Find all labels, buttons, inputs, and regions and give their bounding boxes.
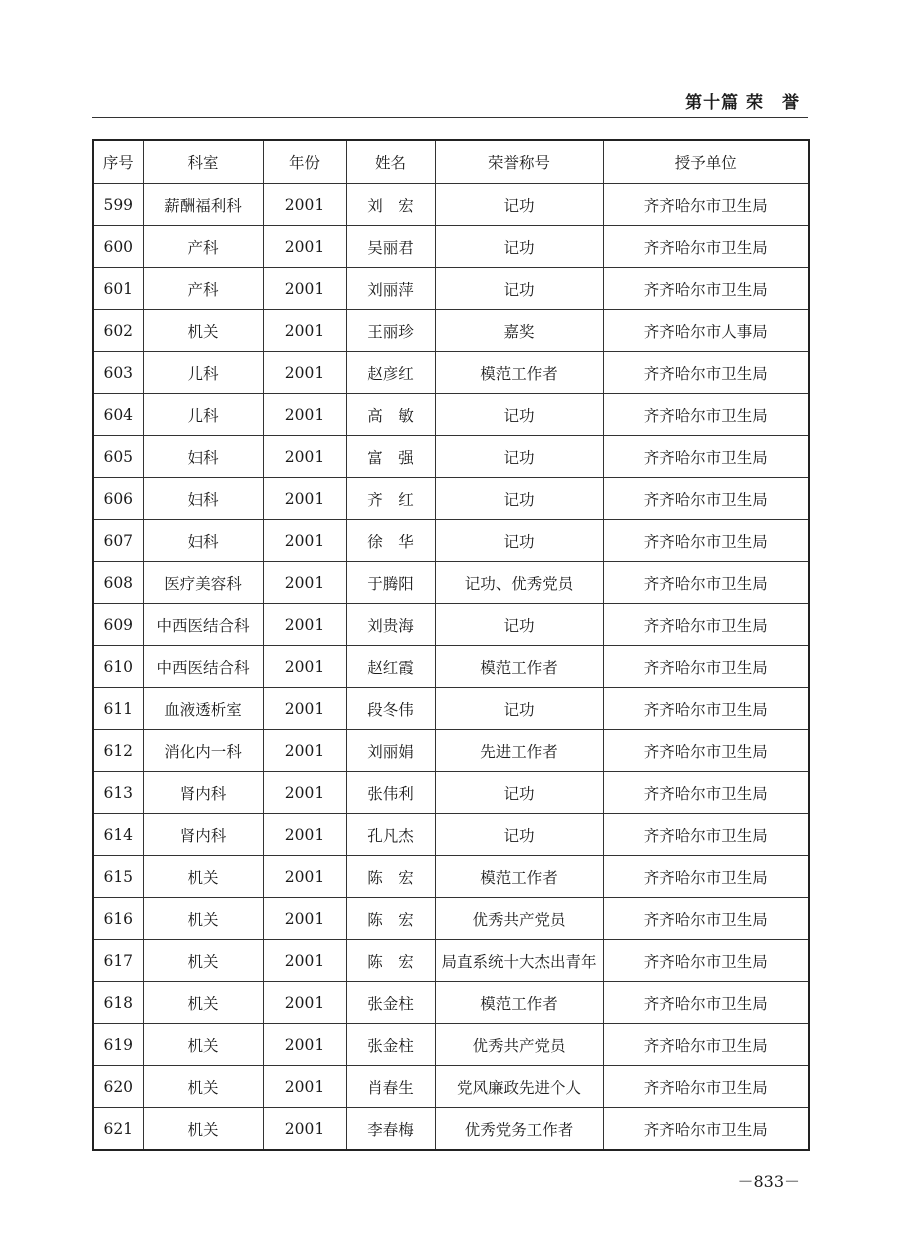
cell-name: 陈 宏: [346, 856, 435, 898]
cell-index: 615: [93, 856, 143, 898]
cell-department: 机关: [143, 898, 263, 940]
table-row: [93, 520, 809, 562]
cell-index: 620: [93, 1066, 143, 1108]
cell-honor: 记功: [435, 814, 603, 856]
table-row: [93, 730, 809, 772]
cell-year: 2001: [263, 730, 346, 772]
table-row: [93, 268, 809, 310]
cell-year: 2001: [263, 310, 346, 352]
cell-honor: 记功: [435, 688, 603, 730]
cell-name: 齐 红: [346, 478, 435, 520]
cell-year: 2001: [263, 982, 346, 1024]
cell-grantor: 齐齐哈尔市卫生局: [603, 478, 809, 520]
cell-honor: 记功: [435, 436, 603, 478]
cell-name: 徐 华: [346, 520, 435, 562]
cell-honor: 记功: [435, 268, 603, 310]
cell-index: 603: [93, 352, 143, 394]
cell-honor: 记功: [435, 394, 603, 436]
cell-name: 刘丽娟: [346, 730, 435, 772]
table-row: [93, 1108, 809, 1151]
cell-name: 陈 宏: [346, 940, 435, 982]
cell-honor: 模范工作者: [435, 352, 603, 394]
cell-name: 于腾阳: [346, 562, 435, 604]
cell-year: 2001: [263, 520, 346, 562]
cell-name: 李春梅: [346, 1108, 435, 1151]
cell-name: 刘 宏: [346, 184, 435, 226]
column-header-grantor: 授予单位: [603, 140, 809, 184]
honors-table: [92, 139, 810, 1151]
cell-grantor: 齐齐哈尔市卫生局: [603, 1066, 809, 1108]
cell-index: 599: [93, 184, 143, 226]
table-row: [93, 982, 809, 1024]
cell-name: 吴丽君: [346, 226, 435, 268]
cell-grantor: 齐齐哈尔市卫生局: [603, 772, 809, 814]
table-row: [93, 688, 809, 730]
cell-year: 2001: [263, 478, 346, 520]
cell-honor: 模范工作者: [435, 982, 603, 1024]
cell-year: 2001: [263, 562, 346, 604]
cell-name: 张金柱: [346, 1024, 435, 1066]
cell-department: 儿科: [143, 394, 263, 436]
cell-index: 602: [93, 310, 143, 352]
table-row: [93, 310, 809, 352]
cell-honor: 局直系统十大杰出青年: [435, 940, 603, 982]
cell-department: 中西医结合科: [143, 604, 263, 646]
cell-honor: 记功: [435, 226, 603, 268]
cell-grantor: 齐齐哈尔市人事局: [603, 310, 809, 352]
cell-department: 妇科: [143, 478, 263, 520]
cell-year: 2001: [263, 352, 346, 394]
cell-name: 刘丽萍: [346, 268, 435, 310]
cell-year: 2001: [263, 646, 346, 688]
table-row: [93, 436, 809, 478]
cell-honor: 先进工作者: [435, 730, 603, 772]
cell-year: 2001: [263, 1066, 346, 1108]
table-row: [93, 940, 809, 982]
cell-index: 611: [93, 688, 143, 730]
cell-index: 607: [93, 520, 143, 562]
cell-name: 赵红霞: [346, 646, 435, 688]
cell-department: 血液透析室: [143, 688, 263, 730]
table-row: [93, 394, 809, 436]
cell-honor: 优秀共产党员: [435, 1024, 603, 1066]
cell-year: 2001: [263, 226, 346, 268]
cell-grantor: 齐齐哈尔市卫生局: [603, 814, 809, 856]
cell-grantor: 齐齐哈尔市卫生局: [603, 898, 809, 940]
cell-department: 肾内科: [143, 814, 263, 856]
cell-honor: 优秀共产党员: [435, 898, 603, 940]
cell-year: 2001: [263, 436, 346, 478]
cell-honor: 模范工作者: [435, 856, 603, 898]
table-row: [93, 856, 809, 898]
cell-department: 机关: [143, 1024, 263, 1066]
cell-department: 医疗美容科: [143, 562, 263, 604]
table-row: [93, 772, 809, 814]
cell-grantor: 齐齐哈尔市卫生局: [603, 436, 809, 478]
cell-year: 2001: [263, 814, 346, 856]
table-row: [93, 646, 809, 688]
cell-department: 机关: [143, 1108, 263, 1151]
cell-index: 621: [93, 1108, 143, 1151]
cell-grantor: 齐齐哈尔市卫生局: [603, 856, 809, 898]
cell-honor: 记功、优秀党员: [435, 562, 603, 604]
cell-honor: 模范工作者: [435, 646, 603, 688]
table-row: [93, 814, 809, 856]
cell-name: 王丽珍: [346, 310, 435, 352]
table-row: [93, 352, 809, 394]
cell-grantor: 齐齐哈尔市卫生局: [603, 1108, 809, 1151]
cell-grantor: 齐齐哈尔市卫生局: [603, 268, 809, 310]
cell-index: 605: [93, 436, 143, 478]
cell-grantor: 齐齐哈尔市卫生局: [603, 688, 809, 730]
cell-department: 儿科: [143, 352, 263, 394]
cell-index: 604: [93, 394, 143, 436]
cell-index: 612: [93, 730, 143, 772]
cell-grantor: 齐齐哈尔市卫生局: [603, 730, 809, 772]
cell-name: 孔凡杰: [346, 814, 435, 856]
cell-year: 2001: [263, 772, 346, 814]
cell-honor: 记功: [435, 772, 603, 814]
cell-name: 段冬伟: [346, 688, 435, 730]
cell-grantor: 齐齐哈尔市卫生局: [603, 1024, 809, 1066]
cell-year: 2001: [263, 898, 346, 940]
cell-department: 妇科: [143, 520, 263, 562]
header-divider: [92, 117, 808, 118]
cell-index: 601: [93, 268, 143, 310]
cell-honor: 记功: [435, 478, 603, 520]
cell-department: 机关: [143, 982, 263, 1024]
cell-index: 618: [93, 982, 143, 1024]
cell-department: 产科: [143, 226, 263, 268]
cell-year: 2001: [263, 604, 346, 646]
cell-grantor: 齐齐哈尔市卫生局: [603, 352, 809, 394]
cell-index: 600: [93, 226, 143, 268]
cell-department: 薪酬福利科: [143, 184, 263, 226]
cell-index: 617: [93, 940, 143, 982]
cell-honor: 记功: [435, 184, 603, 226]
cell-department: 妇科: [143, 436, 263, 478]
cell-index: 616: [93, 898, 143, 940]
cell-year: 2001: [263, 856, 346, 898]
cell-index: 609: [93, 604, 143, 646]
cell-year: 2001: [263, 394, 346, 436]
cell-grantor: 齐齐哈尔市卫生局: [603, 940, 809, 982]
cell-honor: 记功: [435, 520, 603, 562]
column-header-honor: 荣誉称号: [435, 140, 603, 184]
cell-department: 机关: [143, 856, 263, 898]
cell-honor: 党风廉政先进个人: [435, 1066, 603, 1108]
cell-grantor: 齐齐哈尔市卫生局: [603, 646, 809, 688]
column-header-index: 序号: [93, 140, 143, 184]
cell-index: 614: [93, 814, 143, 856]
cell-name: 赵彦红: [346, 352, 435, 394]
cell-name: 张金柱: [346, 982, 435, 1024]
cell-year: 2001: [263, 1024, 346, 1066]
cell-year: 2001: [263, 184, 346, 226]
cell-year: 2001: [263, 688, 346, 730]
cell-grantor: 齐齐哈尔市卫生局: [603, 184, 809, 226]
cell-name: 肖春生: [346, 1066, 435, 1108]
cell-year: 2001: [263, 940, 346, 982]
cell-name: 刘贵海: [346, 604, 435, 646]
table-row: [93, 184, 809, 226]
cell-grantor: 齐齐哈尔市卫生局: [603, 604, 809, 646]
column-header-year: 年份: [263, 140, 346, 184]
cell-year: 2001: [263, 1108, 346, 1151]
cell-index: 606: [93, 478, 143, 520]
table-header-row: [93, 140, 809, 184]
cell-index: 613: [93, 772, 143, 814]
page-number: －833－: [737, 1172, 800, 1191]
cell-name: 富 强: [346, 436, 435, 478]
table-row: [93, 562, 809, 604]
column-header-name: 姓名: [346, 140, 435, 184]
column-header-department: 科室: [143, 140, 263, 184]
table-row: [93, 226, 809, 268]
cell-department: 机关: [143, 310, 263, 352]
cell-year: 2001: [263, 268, 346, 310]
table-body: [93, 184, 809, 1151]
cell-index: 619: [93, 1024, 143, 1066]
cell-department: 消化内一科: [143, 730, 263, 772]
cell-grantor: 齐齐哈尔市卫生局: [603, 982, 809, 1024]
cell-grantor: 齐齐哈尔市卫生局: [603, 226, 809, 268]
table-row: [93, 1066, 809, 1108]
cell-name: 张伟利: [346, 772, 435, 814]
cell-index: 608: [93, 562, 143, 604]
cell-department: 产科: [143, 268, 263, 310]
cell-honor: 优秀党务工作者: [435, 1108, 603, 1151]
cell-honor: 记功: [435, 604, 603, 646]
table-row: [93, 478, 809, 520]
cell-grantor: 齐齐哈尔市卫生局: [603, 520, 809, 562]
chapter-title: 第十篇 荣 誉: [685, 93, 800, 113]
cell-grantor: 齐齐哈尔市卫生局: [603, 394, 809, 436]
cell-department: 肾内科: [143, 772, 263, 814]
cell-department: 机关: [143, 1066, 263, 1108]
cell-index: 610: [93, 646, 143, 688]
cell-honor: 嘉奖: [435, 310, 603, 352]
cell-name: 陈 宏: [346, 898, 435, 940]
table-row: [93, 604, 809, 646]
cell-department: 中西医结合科: [143, 646, 263, 688]
table-row: [93, 1024, 809, 1066]
cell-department: 机关: [143, 940, 263, 982]
table-row: [93, 898, 809, 940]
cell-name: 高 敏: [346, 394, 435, 436]
cell-grantor: 齐齐哈尔市卫生局: [603, 562, 809, 604]
